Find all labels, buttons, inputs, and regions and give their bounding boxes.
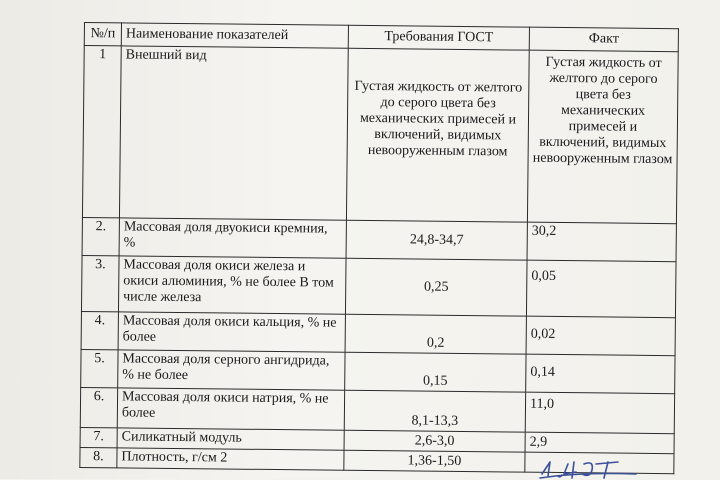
header-num: №/п	[84, 23, 121, 46]
row-fact: 0,14	[526, 354, 675, 394]
handwritten-density-value-icon	[536, 452, 646, 480]
header-fact: Факт	[529, 27, 678, 52]
row-name: Массовая доля окиси кальция, % не более	[118, 312, 345, 352]
row-gost: 24,8-34,7	[346, 220, 527, 260]
row-gost: 0,15	[345, 352, 526, 392]
row-gost-text: Густая жидкость от желтого до серого цвета без механических примесей и включений, видимых невооруженным глазом	[354, 78, 523, 160]
row-gost: 0,25	[345, 258, 527, 316]
row-num: 7.	[80, 427, 117, 447]
row-fact: 2,9	[525, 432, 674, 454]
row-gost: 2,6-3,0	[344, 430, 525, 452]
row-num: 6.	[80, 387, 117, 427]
row-gost: 0,2	[345, 314, 526, 354]
row-name: Массовая доля серного ангидрида, % не более	[118, 350, 345, 390]
table-row	[82, 46, 678, 224]
row-gost	[346, 48, 529, 222]
header-gost: Требования ГОСТ	[348, 25, 529, 50]
row-fact: 30,2	[527, 222, 676, 262]
row-num: 2.	[82, 217, 119, 255]
header-name: Наименование показателей	[121, 23, 348, 48]
row-name: Внешний вид	[119, 46, 348, 220]
row-name: Плотность, г/см 2	[117, 448, 344, 470]
row-fact	[527, 50, 678, 224]
row-fact: 11,0	[525, 392, 674, 434]
row-name: Силикатный модуль	[117, 428, 344, 450]
row-num: 8.	[80, 447, 117, 467]
row-name: Массовая доля окиси железа и окиси алюминия, % не более В том числе железа	[118, 256, 346, 314]
row-fact: 0,02	[526, 316, 675, 356]
row-name: Массовая доля двуокиси кремния, %	[119, 218, 346, 258]
table-row	[80, 387, 674, 433]
row-fact-text: Густая жидкость от желтого до серого цвета без механических примесей и включений, видимых невооруженным глазом	[532, 54, 673, 168]
quality-table	[79, 22, 679, 474]
row-num: 5.	[81, 349, 118, 387]
table-row	[82, 217, 676, 261]
row-fact: 0,05	[526, 260, 676, 318]
row-num: 3.	[81, 255, 119, 311]
row-gost: 1,36-1,50	[344, 450, 525, 472]
row-gost: 8,1-13,3	[344, 390, 525, 432]
row-num: 4.	[81, 311, 118, 349]
table-row	[81, 255, 676, 317]
row-name: Массовая доля окиси натрия, % не более	[117, 388, 344, 430]
row-num: 1	[82, 46, 121, 218]
table-row	[81, 311, 675, 355]
table-row	[81, 349, 675, 393]
